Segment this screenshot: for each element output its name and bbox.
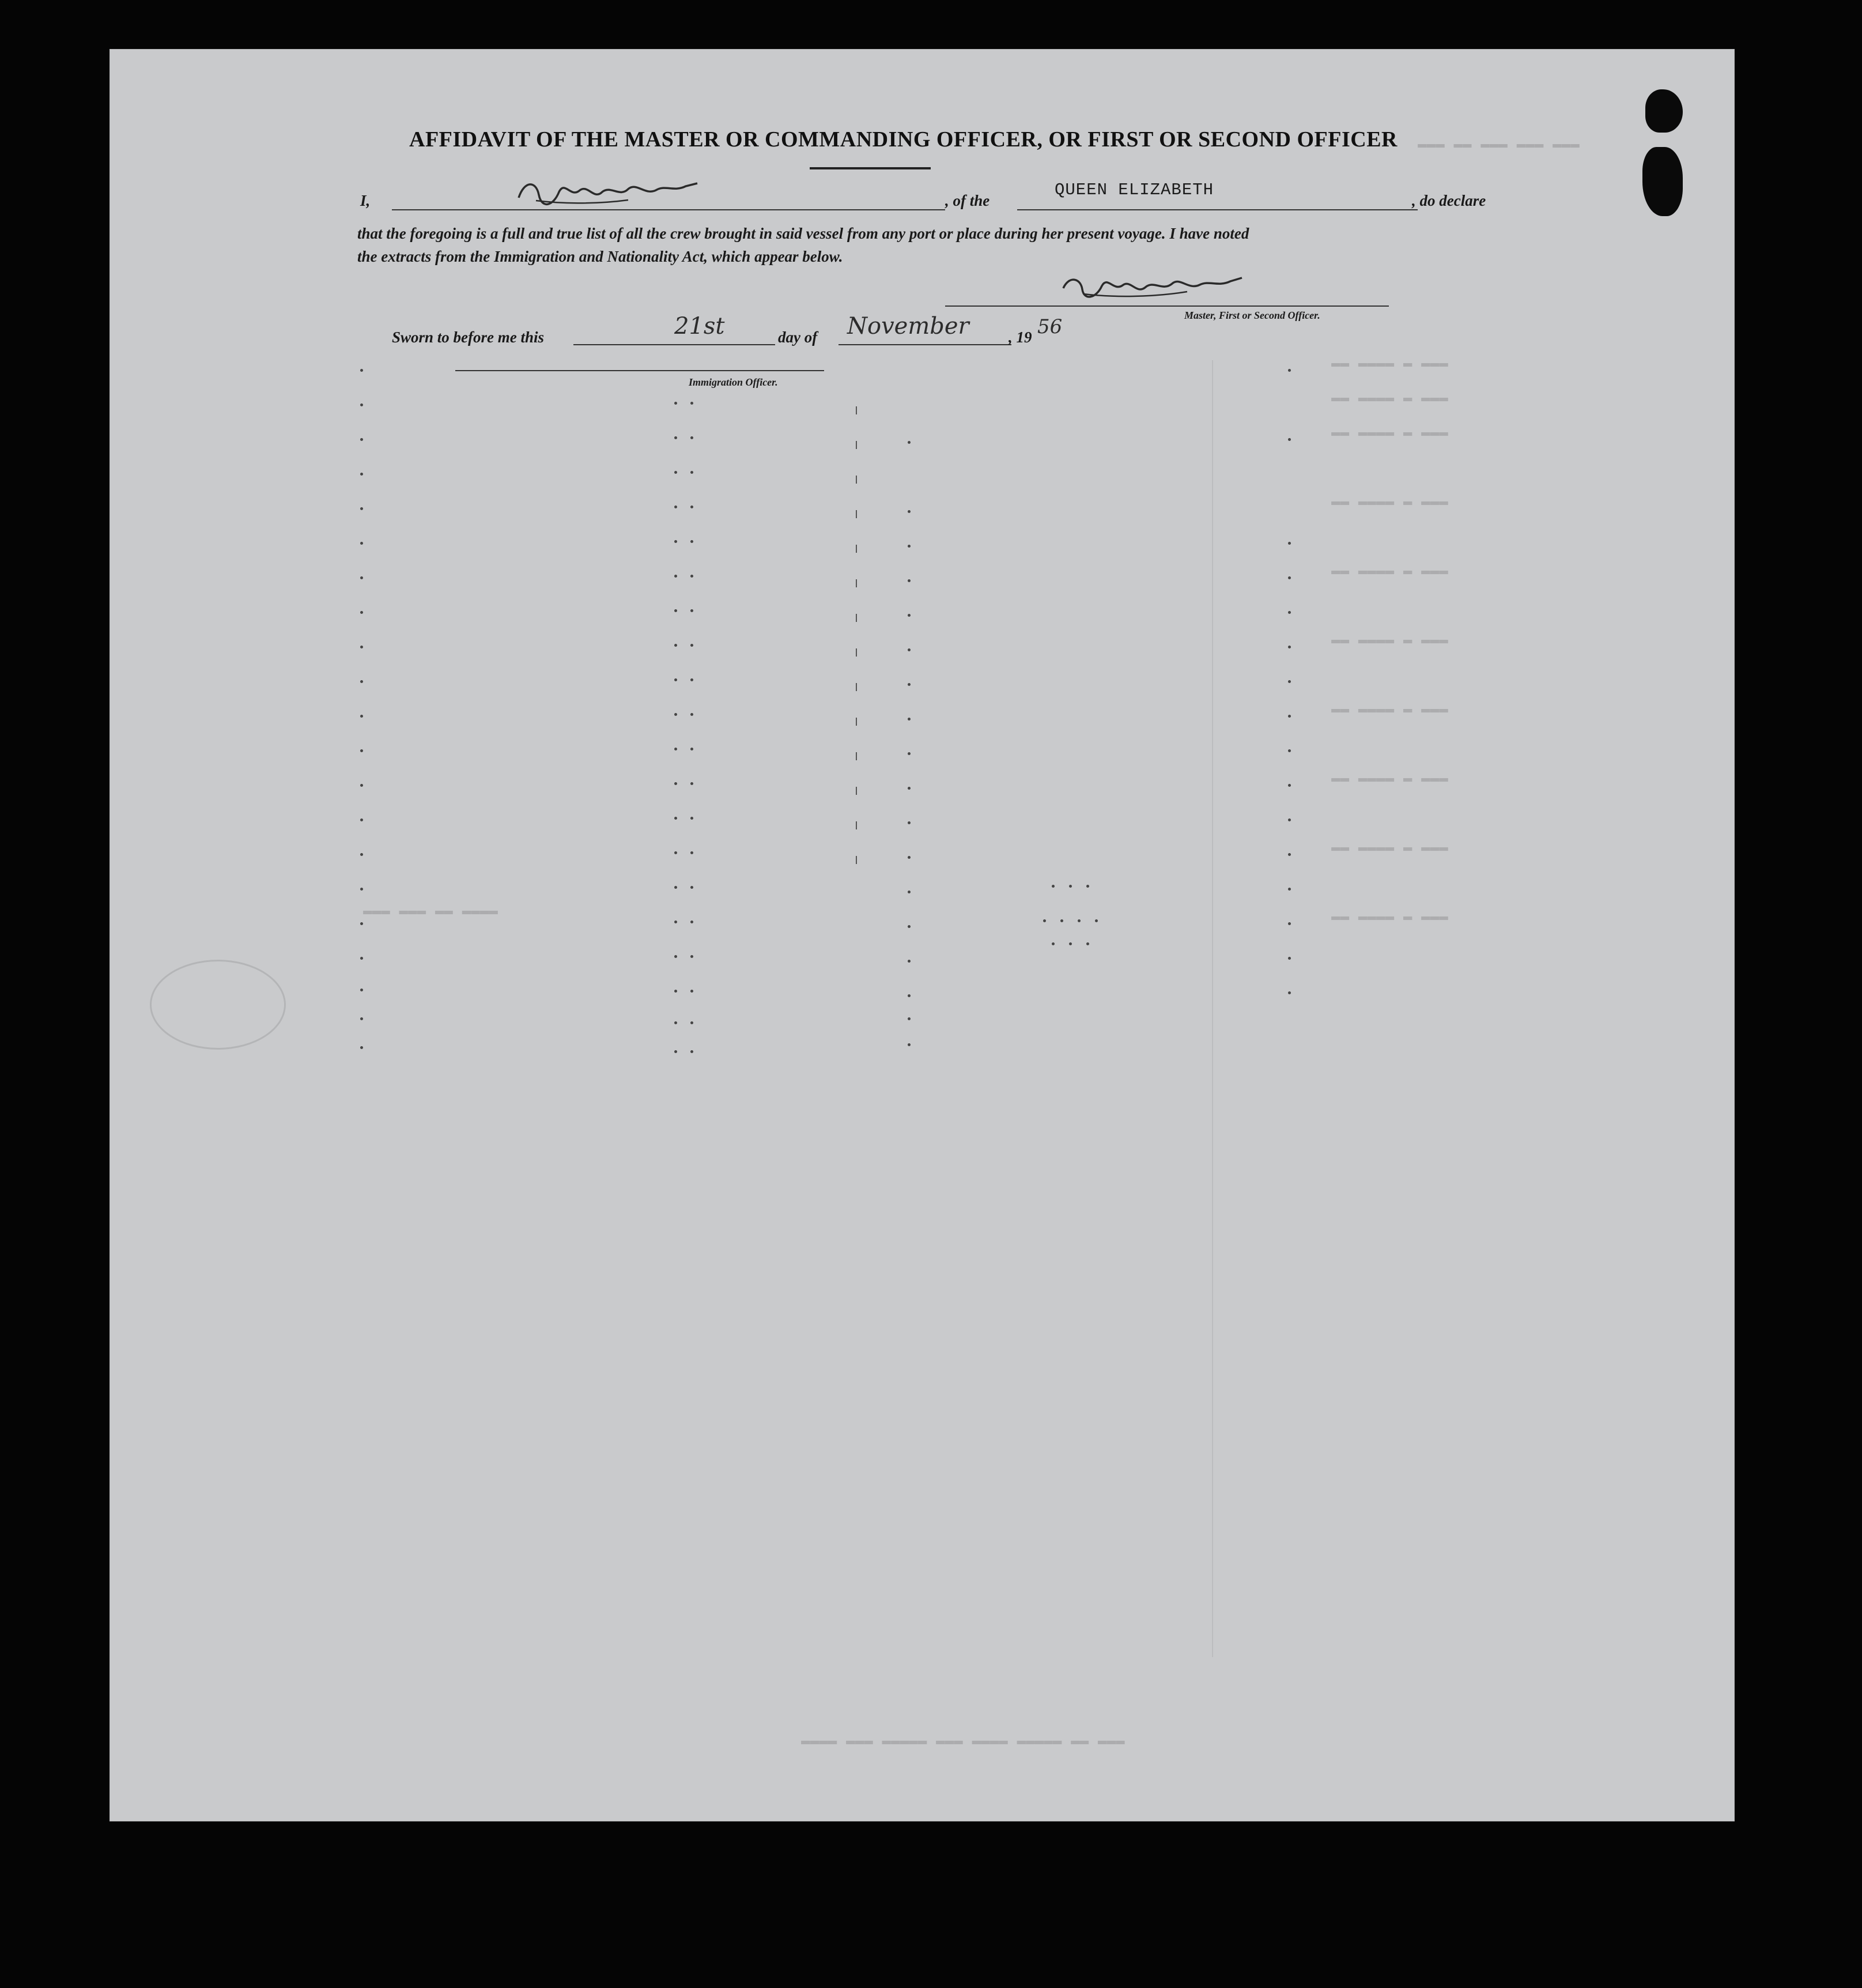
sworn-month-handwritten: November	[847, 313, 969, 339]
master-name-fill-line	[392, 209, 945, 210]
torn-edge	[1642, 147, 1683, 216]
punch-hole	[1645, 89, 1683, 133]
faint-column-rule	[1212, 360, 1213, 1657]
bleed-through-text: ▬▬ ▬▬▬▬ ▬ ▬▬▬	[1331, 839, 1448, 856]
master-signature-image	[1055, 271, 1245, 303]
affidavit-title: AFFIDAVIT OF THE MASTER OR COMMANDING OFFICER, OR FIRST OR SECOND OFFICER	[409, 127, 1398, 152]
master-signature-caption: Master, First or Second Officer.	[1184, 310, 1320, 321]
bleed-through-text: ▬▬ ▬▬▬▬ ▬ ▬▬▬	[1331, 700, 1448, 718]
vessel-name-typed: QUEEN ELIZABETH	[1055, 180, 1214, 199]
bleed-through-text: ▬▬▬ ▬▬▬ ▬▬ ▬▬▬▬	[363, 902, 498, 919]
year-prefix-label: , 19	[1009, 329, 1032, 346]
bleed-through-text: ▬▬ ▬▬▬▬ ▬ ▬▬▬	[1331, 493, 1448, 510]
sworn-year-handwritten: 56	[1037, 315, 1063, 338]
bleed-through-text: ▬▬ ▬▬▬▬ ▬ ▬▬▬	[1331, 389, 1448, 406]
bleed-through-text: ▬▬▬ ▬▬ ▬▬▬ ▬▬▬ ▬▬▬	[1418, 135, 1580, 153]
do-declare-label: , do declare	[1412, 192, 1486, 209]
vessel-name-fill-line	[1017, 209, 1418, 210]
of-the-label: , of the	[945, 192, 990, 209]
bleed-through-text: ▬▬ ▬▬▬▬ ▬ ▬▬▬	[1331, 631, 1448, 648]
immigration-officer-signature-line	[455, 370, 824, 371]
declaration-line-2: that the foregoing is a full and true list of all the crew brought in said vessel from any port or place during her present voyage. I have noted	[357, 225, 1249, 242]
master-signature-line	[945, 305, 1389, 307]
bleed-through-text: ▬▬ ▬▬▬▬ ▬ ▬▬▬	[1331, 424, 1448, 441]
day-of-label: day of	[778, 329, 818, 346]
declaration-prefix: I,	[360, 192, 371, 209]
bleed-through-text: ▬▬▬▬ ▬▬▬ ▬▬▬▬▬ ▬▬▬ ▬▬▬▬ ▬▬▬▬▬ ▬▬ ▬▬▬	[801, 1732, 1125, 1749]
sworn-day-fill-line	[573, 344, 775, 345]
bleed-through-text: ▬▬ ▬▬▬▬ ▬ ▬▬▬	[1331, 769, 1448, 787]
master-signature-image	[513, 175, 703, 209]
bleed-through-text: ▬▬ ▬▬▬▬ ▬ ▬▬▬	[1331, 354, 1448, 372]
declaration-line-3: the extracts from the Immigration and Nationality Act, which appear below.	[357, 248, 843, 265]
sworn-day-handwritten: 21st	[674, 313, 725, 339]
faint-stamp	[150, 960, 286, 1050]
immigration-officer-caption: Immigration Officer.	[689, 376, 778, 388]
title-underline	[810, 167, 931, 169]
bleed-through-text: ▬▬ ▬▬▬▬ ▬ ▬▬▬	[1331, 562, 1448, 579]
document-page	[109, 49, 1735, 1821]
bleed-through-text: ▬▬ ▬▬▬▬ ▬ ▬▬▬	[1331, 908, 1448, 925]
sworn-prefix: Sworn to before me this	[392, 329, 545, 346]
sworn-month-fill-line	[839, 344, 1011, 345]
